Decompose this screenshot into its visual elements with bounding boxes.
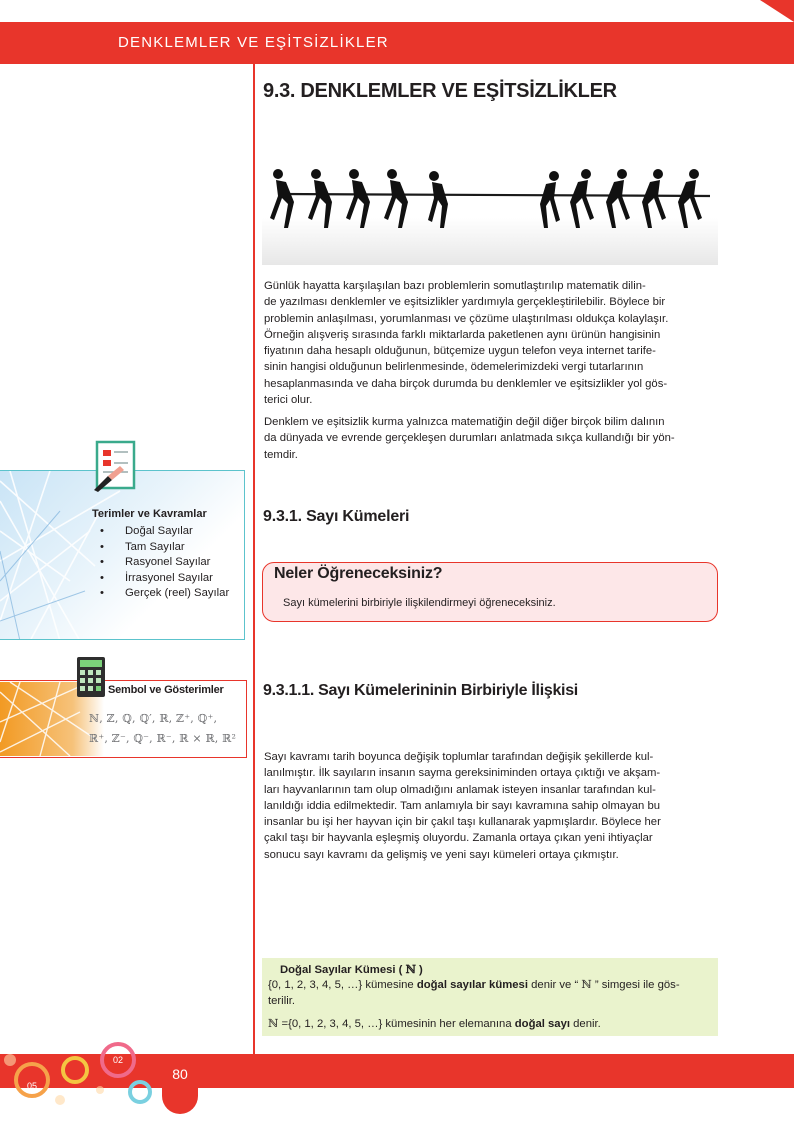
definition-title-close: ) [419,964,423,976]
definition-text: {0, 1, 2, 3, 4, 5, …} kümesine [268,979,417,991]
definition-text: denir. [570,1018,601,1030]
intro-paragraph-2 [264,414,717,463]
definition-line [268,977,680,993]
list-item: • Doğal Sayılar [100,524,229,540]
gear-label: 05 [27,1081,38,1091]
header-title: DENKLEMLER VE EŞİTSİZLİKLER [118,34,389,51]
section-title: 9.3. DENKLEMLER VE EŞİTSİZLİKLER [263,80,617,102]
list-item: • Tam Sayılar [100,540,229,556]
text-line: Örneğin alışveriş sırasında farklı miktarlarda paketlenen aynı ürünün hangisinin [264,328,661,341]
symbols-title: Sembol ve Gösterimler [108,684,224,696]
definition-line [268,993,295,1009]
text-line: lanılmıştır. İlk sayıların insanın sayma gereksiniminden ortaya çıktığı ve akşam- [264,767,661,780]
calculator-icon [76,656,106,698]
natural-numbers-symbol: ℕ [268,1017,279,1030]
terms-list [100,524,229,602]
definition-title-text: Doğal Sayılar Kümesi ( [280,964,403,976]
symbols-line: ℝ⁺, ℤ⁻, ℚ⁻, ℝ⁻, ℝ × ℝ, ℝ² [89,732,237,745]
text-line: temdir. [264,448,298,461]
list-item: • Rasyonel Sayılar [100,555,229,571]
text-line: sonucu sayı kavramı da gelişmiş ve yeni sayı kümeleri ortaya çıkmıştır. [264,848,619,861]
natural-numbers-symbol: ℕ [581,978,592,991]
text-line: Denklem ve eşitsizlik kurma yalnızca matematiğin değil diğer birçok bilim dalının [264,416,665,428]
text-line: sinin hangisi olduğunun belirlenmesinde, ödemelerimizdeki vergi tutarlarının [264,361,644,374]
text-line: Günlük hayatta karşılaşılan bazı problemlerin somutlaştırılıp matematik dilin- [264,280,646,292]
definition-text: terilir. [268,995,295,1007]
text-line: fiyatının daha hesaplı olduğunun, bütçemize uygun telefon veya internet tarife- [264,345,656,358]
page-number: 80 [172,1066,188,1082]
text-line: çakıl taşı bir hayvanla eşleşmiş oluyordu. Zamanla ortaya çıkan yeni ihtiyaçlar [264,832,653,845]
text-line: de yazılması denklemler ve eşitsizlikler yardımıyla gerçekleştirilebilir. Böylece bir [264,296,666,309]
subsection-title: 9.3.1. Sayı Kümeleri [263,508,410,525]
text-line: problemin anlaşılması, yorumlanması ve çözüme ulaştırılması oldukça kolaylaşır. [264,312,669,325]
learning-objectives-text: Sayı kümelerini birbiriyle ilişkilendirmeyi öğreneceksiniz. [283,597,556,609]
symbols-line: ℕ, ℤ, ℚ, ℚ′, ℝ, ℤ⁺, ℚ⁺, [89,712,218,725]
text-line: ları hayvanlarının tam olup olmadığını anlamak isteyen insanlar tarafından kul- [264,783,656,796]
list-item: • İrrasyonel Sayılar [100,571,229,587]
gears-decoration [0,1040,160,1110]
text-line: lanıldığı iddia edilmektedir. Tam anlamıyla bir sayı kavramına sahip olmayan bu [264,799,661,812]
header-corner-accent [760,0,794,22]
history-paragraph [264,749,717,863]
learning-objectives-title: Neler Öğreneceksiniz? [274,565,443,582]
gear-label: 02 [113,1055,124,1065]
definition-text: ={0, 1, 2, 3, 4, 5, …} kümesinin her elemanına [278,1018,515,1030]
column-divider [253,64,255,1054]
definition-text: ” simgesi ile gös- [591,979,680,991]
definition-text: denir ve “ [527,979,582,991]
intro-paragraph-1 [264,278,717,408]
text-line: Sayı kavramı tarih boyunca değişik toplumlar tarafından değişik şekillerde kul- [264,751,654,763]
definition-bold-term: doğal sayı [514,1018,571,1030]
page-number-tab [162,1054,198,1114]
terms-title: Terimler ve Kavramlar [92,508,207,520]
natural-numbers-symbol: ℕ [405,962,416,976]
subsubsection-title: 9.3.1.1. Sayı Kümelerininin Birbiriyle İlişkisi [263,682,578,699]
text-line: hesaplanmasında ve daha birçok durumda bu denklemler ve eşitsizlikler yol gös- [264,377,668,390]
definition-line [268,1016,601,1032]
text-line: da dünyada ve evrende gerçekleşen durumları anlatmada sıkça kullandığı bir yön- [264,432,675,445]
definition-title [280,962,423,976]
definition-bold-term: doğal sayılar kümesi [416,979,528,991]
tug-of-war-illustration [262,160,718,265]
text-line: terici olur. [264,394,313,407]
text-line: insanlar bu işi her hayvan için bir çakıl taşı kullanarak yapmışlardır. Böylece her [264,816,661,829]
list-item: • Gerçek (reel) Sayılar [100,586,229,602]
clipboard-icon [94,440,138,492]
